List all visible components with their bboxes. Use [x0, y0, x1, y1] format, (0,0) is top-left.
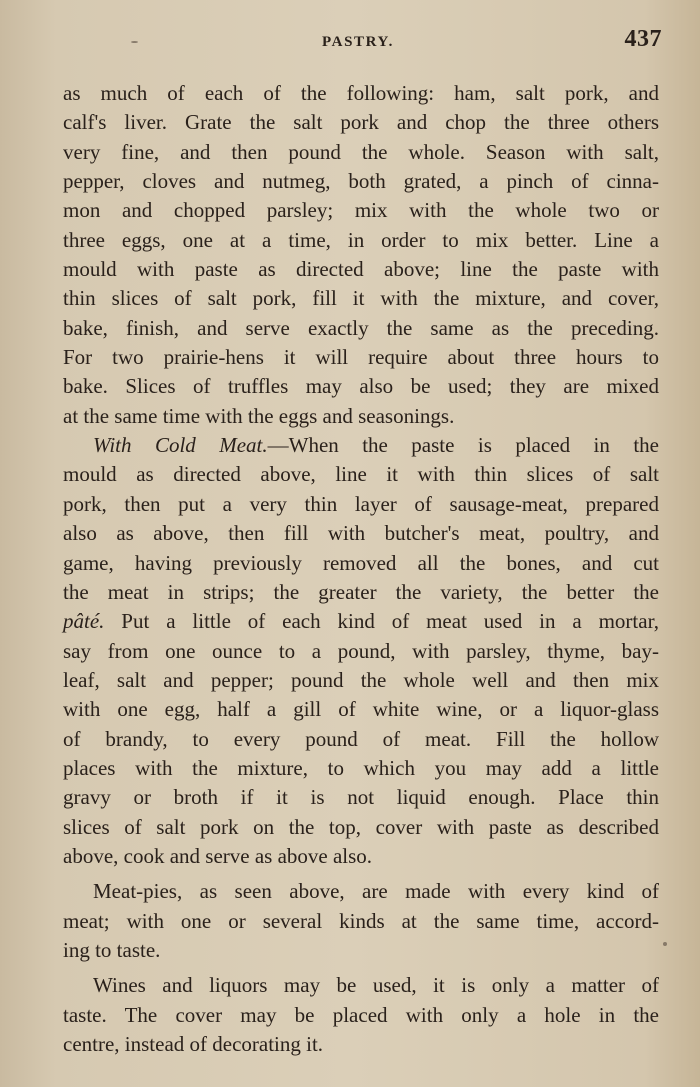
text-line: as much of each of the following: ham, salt pork, and: [63, 81, 659, 105]
text-line: above, cook and serve as above also.: [63, 843, 373, 868]
italic-term: pâté.: [63, 609, 105, 634]
text-line: say from one ounce to a pound, with parsley, thyme, bay-: [63, 638, 659, 663]
paragraph: [63, 971, 659, 1059]
paragraph: [63, 431, 659, 871]
text-line: mon and chopped parsley; mix with the whole two or: [63, 198, 659, 223]
text-line: the meat in strips; the greater the variety, the better the: [63, 579, 659, 604]
section-lead-heading: With Cold Meat.: [93, 433, 268, 458]
text-line: of brandy, to every pound of meat. Fill the hollow: [63, 726, 659, 751]
text-line: [63, 431, 659, 460]
text-line: taste. The cover may be placed with only a hole in the: [63, 1002, 659, 1027]
text-line: Wines and liquors may be used, it is only a matter of: [93, 973, 659, 998]
text-line: bake. Slices of truffles may also be used; they are mixed: [63, 374, 659, 399]
body-text: [63, 79, 659, 1059]
page-number: 437: [624, 26, 662, 52]
text-line: bake, finish, and serve exactly the same as the preceding.: [63, 315, 659, 340]
text-line: centre, instead of decorating it.: [63, 1032, 324, 1056]
text-line: meat; with one or several kinds at the same time, accord-: [63, 908, 659, 933]
text-line: Meat-pies, as seen above, are made with every kind of: [93, 879, 659, 904]
text-run: Put a little of each kind of meat used in a mortar,: [104, 609, 659, 634]
text-line: slices of salt pork on the top, cover with paste as described: [63, 814, 659, 839]
running-head: [0, 26, 700, 60]
text-line: ing to taste.: [63, 937, 161, 962]
text-line: at the same time with the eggs and seasonings.: [63, 403, 455, 428]
text-line: game, having previously removed all the bones, and cut: [63, 550, 659, 575]
text-line: calf's liver. Grate the salt pork and chop the three others: [63, 110, 659, 135]
paragraph: [63, 79, 659, 431]
text-line: [63, 607, 659, 636]
text-line: thin slices of salt pork, fill it with the mixture, and cover,: [63, 286, 659, 311]
paragraph: [63, 877, 659, 965]
text-line: places with the mixture, to which you may add a little: [63, 755, 659, 780]
running-title: PASTRY.: [322, 34, 394, 50]
text-line: gravy or broth if it is not liquid enough. Place thin: [63, 785, 659, 810]
text-line: pepper, cloves and nutmeg, both grated, a pinch of cinna-: [63, 169, 659, 194]
text-line: also as above, then fill with butcher's meat, poultry, and: [63, 521, 659, 546]
text-line: leaf, salt and pepper; pound the whole well and then mix: [63, 667, 659, 692]
text-run: —When the paste is placed in the: [267, 433, 659, 458]
text-line: three eggs, one at a time, in order to mix better. Line a: [63, 227, 659, 252]
text-line: with one egg, half a gill of white wine, or a liquor-glass: [63, 697, 659, 722]
text-line: very fine, and then pound the whole. Season with salt,: [63, 139, 659, 164]
text-line: mould with paste as directed above; line the paste with: [63, 257, 659, 282]
ink-speck: [663, 942, 667, 946]
text-line: pork, then put a very thin layer of sausage-meat, prepared: [63, 491, 659, 516]
text-line: mould as directed above, line it with thin slices of salt: [63, 462, 659, 487]
text-line: For two prairie-hens it will require about three hours to: [63, 345, 659, 370]
ink-speck: [131, 41, 138, 43]
